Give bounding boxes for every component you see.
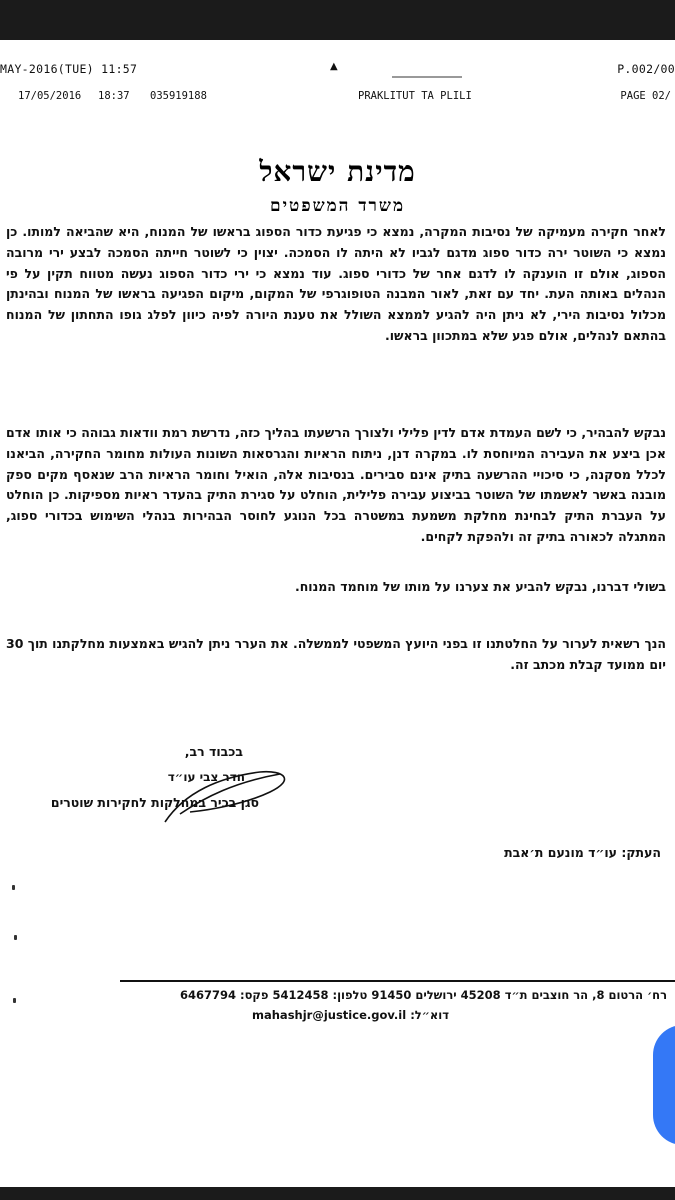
signature-name: חדר צבי עו״ד (167, 770, 245, 784)
body-paragraph-4: הנך רשאית לערור על החלטתנו זו בפני היועץ המשפטי לממשלה. את הערר ניתן להגיש באמצעות מחלקתנו תוך 30 יום ממועד קבלת מכתב זה. (6, 636, 666, 672)
scan-speck (14, 935, 17, 940)
signature-role: סגן בכיר במחלקות לחקירות שוטרים (50, 795, 259, 810)
fax-time: 18:37 (98, 90, 130, 102)
letterhead-subtitle: משרד המשפטים (269, 196, 406, 216)
handwritten-signature-icon (150, 752, 300, 832)
top-status-bar (0, 0, 675, 40)
fax-header-page-code: P.002/00 (617, 62, 675, 76)
fax-date: 17/05/2016 (18, 90, 82, 102)
footer-address: רח׳ הרטום 8, הר חוצבים ת״ד 45208 ירושלים 91450 טלפון: 5412458 פקס: 6467794 (179, 988, 667, 1002)
fax-arrow-icon: ▲ (330, 61, 338, 72)
letterhead-title: מדינת ישראל (259, 155, 416, 188)
copy-recipient: העתק: עו״ד מונעם ת׳אבת (504, 845, 661, 860)
scan-speck (13, 998, 16, 1003)
fax-header-timestamp: MAY-2016(TUE) 11:57 (0, 62, 138, 76)
fax-sender: PRAKLITUT TA PLILI (358, 90, 472, 102)
scan-speck (12, 885, 15, 890)
scan-mark (392, 76, 462, 78)
floating-action-button[interactable] (653, 1025, 675, 1145)
fax-document-page (0, 40, 675, 1187)
body-paragraph-2: נבקש להבהיר, כי לשם העמדת אדם לדין פלילי ולצורך הרשעתו בהליך כזה, נדרשת רמת וודאות גבוהה כי אותו אדם אכן ביצע את העבירה המיוחסת לו. במקרה דנן, ניתוח הראיות והגרסאות השונות העולות מחומר החקירה, הביאנו לכלל מסקנה, כי סיכויי ההרשעה בתיק אינם סבירים. בנסיבות אלה, הואיל וחומר הראיות הרב שנאסף מקים ספק מובנה באשר לאשמתו של השוטר בביצוע עבירה פלילית, הוחלט על סגירת התיק בהעדר ראיות מספיקות. כן הוחלט על העברת התיק לבחינת מחלקת משמעת במשטרה בכל הנוגע לחוסר הבהירות בנהלי השימוש בכדורי ספוג, המתגלה לכאורה בתיק זה ולהפקת לקחים. (6, 425, 666, 544)
footer-divider (120, 980, 675, 982)
fax-page-number: PAGE 02/ (620, 90, 671, 102)
bottom-bar (0, 1187, 675, 1200)
signature-closing: בכבוד רב, (184, 744, 243, 759)
fax-number: 035919188 (150, 90, 207, 102)
body-paragraph-1: לאחר חקירה מעמיקה של נסיבות המקרה, נמצא כי פגיעת כדור הספוג בראשו של המנוח, היא שהביאה למותו. כן נמצא כי השוטר ירה כדור ספוג מדגם לגביו לא היתה לו הסמכה. יצוין כי לשוטר חייתה הסמכה לבצע ירי מרובה הספוג, אולם זו הוענקה לו לדגם אחר של כדורי ספוג. עוד נמצא כי ירי כדור הספוג נעשה מטווח תקין על פי הנהלים באותה העת. יחד עם זאת, לאור המבנה הטופוגרפי של המקום, מיקום הפגיעה בראשו של המנוח ובהינתן מכלול נסיבות הירי, לא ניתן היה להגיע לממצא השולל את טענת היורה לפיה כיוון לפלג גופו התחתון של המנוח בהתאם לנהלים, אולם פגע שלא במתכוון בראשו. (6, 224, 666, 343)
footer-email: דוא״ל: mahashjr@justice.gov.il (252, 1008, 449, 1022)
body-paragraph-3: בשולי דברנו, נבקש להביע את צערנו על מותו של מוחמד המנוח. (294, 579, 666, 594)
